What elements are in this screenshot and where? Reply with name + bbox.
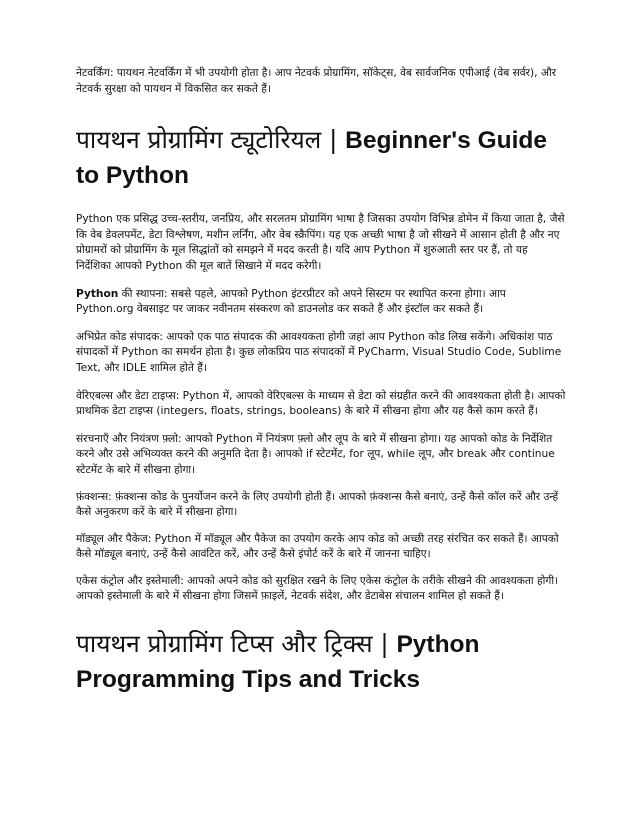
heading-tips [76, 627, 566, 697]
paragraph-access-control-lead: एकेस कंट्रोल और इस्तेमाली: [76, 574, 184, 587]
paragraph-variables [76, 389, 566, 420]
heading-tutorial-english: Beginner's Guide to Python [76, 127, 547, 190]
paragraph-modules-text: Python में मॉड्यूल और पैकेज का उपयोग करके आप कोड को अच्छी तरह संरचित कर सकते हैं। आपको कैसे मॉड्यूल बनाएं, उन्हें कैसे आवंटित करें, और उन्हें कैसे इंपोर्ट करें के बारे में जानना चाहिए। [76, 532, 559, 561]
paragraph-access-control-text: आपको अपने कोड को सुरक्षित रखने के लिए एकेस कंट्रोल के तरीके सीखने की आवश्यकता होगी। आपको इस्तेमाली के बारे में सीखना होगा जिसमें फ़ाइलें, नेटवर्क संदेश, और डेटाबेस संचालन शामिल हो सकते हैं। [76, 574, 559, 603]
heading-tips-english: Python Programming Tips and Tricks [76, 631, 480, 694]
paragraph-modules-lead: मॉड्यूल और पैकेज: [76, 532, 152, 545]
intro-lead: नेटवर्किंग: [76, 67, 114, 79]
intro-paragraph [76, 66, 566, 97]
overview-paragraph: Python एक प्रसिद्ध उच्च-स्तरीय, जनप्रिय, और सरलतम प्रोग्रामिंग भाषा है जिसका उपयोग विभिन्न डोमेन में किया जाता है, जैसे कि वेब डेवलपमेंट, डेटा विश्लेषण, मशीन लर्निंग, और वेब स्क्रैपिंग। यह एक अच्छी भाषा है जो सीखने में आसान होती है और नए प्रोग्रामरों को प्रोग्रामिंग के मूल सिद्धांतों को समझने में मदद करती है। यदि आप Python में शुरुआती स्तर पर हैं, तो यह निर्देशिका आपको Python की मूल बातें सिखाने में मदद करेगी। [76, 213, 565, 272]
heading-tutorial-hindi: पायथन प्रोग्रामिंग ट्यूटोरियल | [76, 125, 346, 155]
paragraph-functions-text: फ़ंक्शन्स कोड के पुनर्योजन करने के लिए उपयोगी होती हैं। आपको फ़ंक्शन्स कैसे बनाएं, उन्हें कैसे कॉल करें और उन्हें कैसे अनुकरण करें के बारे में सीखना होगा। [76, 490, 559, 519]
paragraph-code-editor [76, 330, 566, 377]
paragraph-control-flow-text: आपको Python में नियंत्रण फ़्लो और लूप के बारे में सीखना होगा। यह आपको कोड के निर्देशित करने और उसे अभिव्यक्त करने की अनुमति देता है। आपको if स्टेटमेंट, for लूप, while लूप, और break और continue स्टेटमेंट के बारे में सीखना होगा। [76, 432, 555, 476]
paragraph-variables-text: Python में, आपको वेरिएबल्स के माध्यम से डेटा को संग्रहीत करने की आवश्यकता होती है। आपको प्राथमिक डेटा टाइप्स (integers, floats, strings, booleans) के बारे में सीखना होगा और यह कैसे काम करते हैं। [76, 389, 566, 418]
document-page [76, 66, 566, 697]
paragraph-code-editor-text: आपको एक पाठ संपादक की आवश्यकता होगी जहां आप Python कोड लिख सकेंगे। अधिकांश पाठ संपादकों में Python का समर्थन होता है। कुछ लोकप्रिय पाठ संपादकों में PyCharm, Visual Studio Code, Sublime Text, और IDLE शामिल होते हैं। [76, 330, 562, 374]
heading-tutorial [76, 123, 566, 193]
paragraph-installation-text: की स्थापना: सबसे पहले, आपको Python इंटरप्रीटर को अपने सिस्टम पर स्थापित करना होगा। आप Python.org वेबसाइट पर जाकर नवीनतम संस्करण को डाउनलोड कर सकते हैं और इंस्टॉल कर सकते हैं। [76, 287, 506, 316]
paragraph-functions [76, 490, 566, 521]
paragraph-installation [76, 287, 566, 318]
heading-tips-hindi: पायथन प्रोग्रामिंग टिप्स और ट्रिक्स | [76, 629, 397, 659]
paragraph-installation-lead: Python [76, 287, 119, 300]
paragraph-control-flow [76, 432, 566, 479]
paragraph-control-flow-lead: संरचनाएँ और नियंत्रण फ़्लो: [76, 432, 182, 445]
paragraph-code-editor-lead: अभिप्रेत कोड संपादक: [76, 330, 163, 343]
paragraph-variables-lead: वेरिएबल्स और डेटा टाइप्स: [76, 389, 180, 402]
paragraph-functions-lead: फ़ंक्शन्स: [76, 490, 112, 503]
intro-text: पायथन नेटवर्किंग में भी उपयोगी होता है। आप नेटवर्क प्रोग्रामिंग, सॉकेट्स, वेब सार्वजनिक एपीआई (वेब सर्वर), और नेटवर्क सुरक्षा को पायथन में विकसित कर सकते हैं। [76, 67, 557, 95]
paragraph-access-control [76, 574, 566, 605]
paragraph-modules [76, 532, 566, 563]
